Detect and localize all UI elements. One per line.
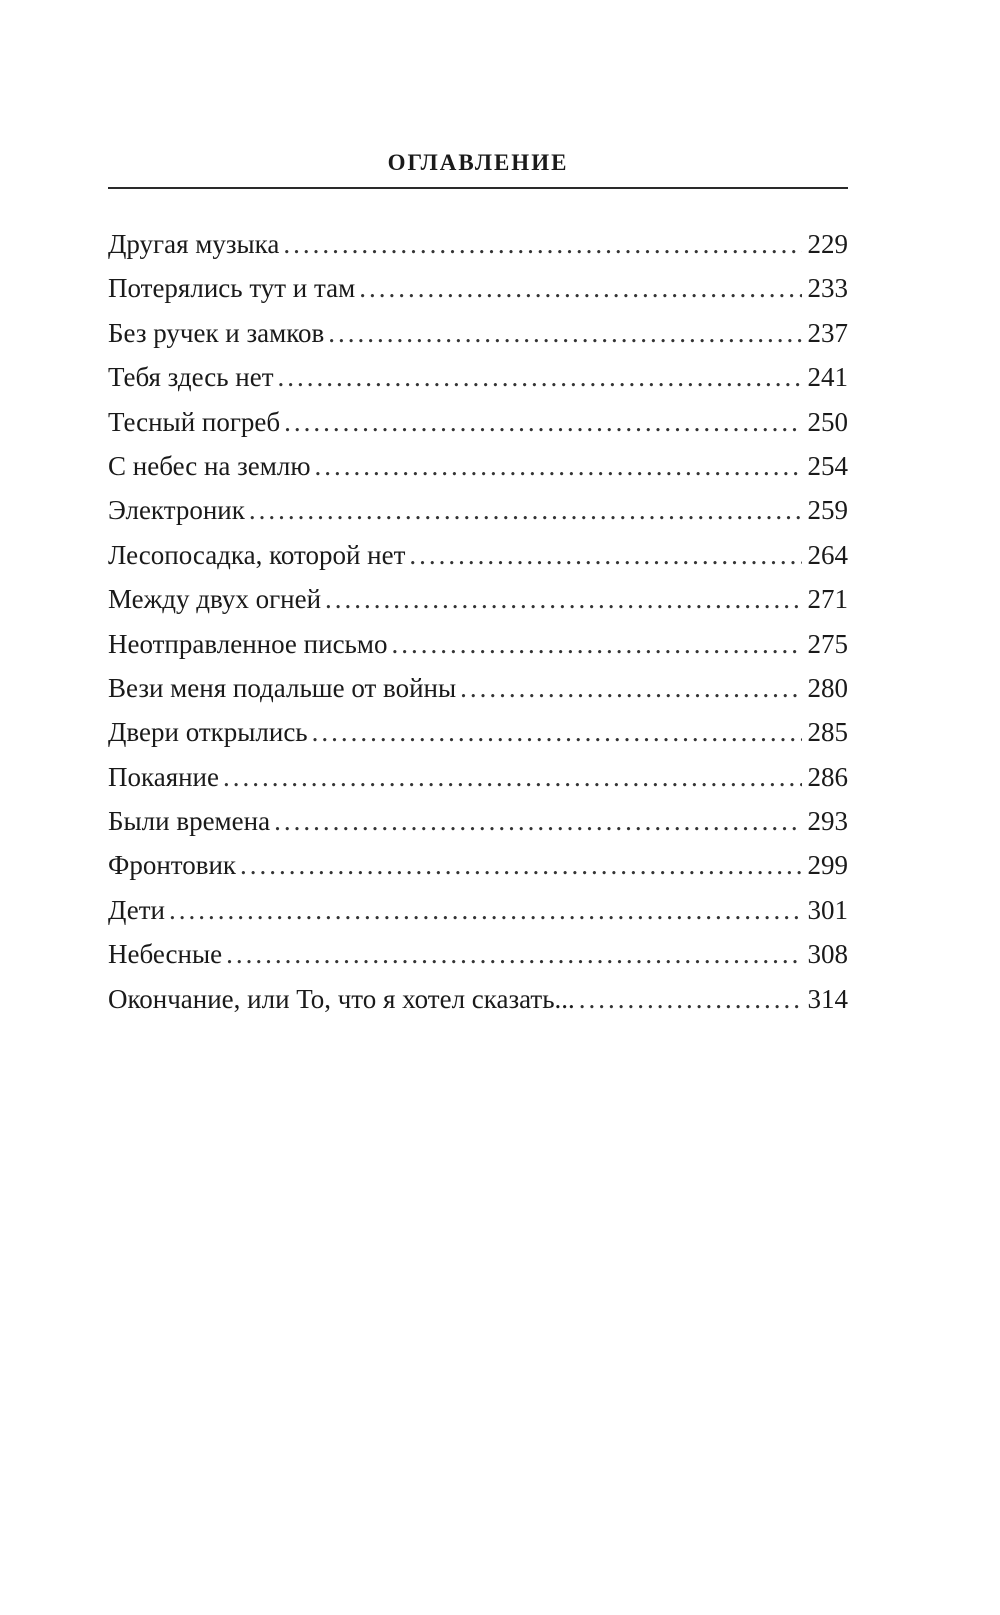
heading-rule: [108, 187, 848, 189]
toc-dot-leader: [460, 666, 801, 710]
toc-entry: [108, 710, 848, 754]
toc-entry: [108, 444, 848, 488]
toc-entry-page: 293: [807, 806, 848, 837]
toc-dot-leader: [240, 843, 801, 887]
toc-entry: [108, 932, 848, 976]
toc-dot-leader: [169, 888, 802, 932]
toc-dot-leader: [312, 710, 802, 754]
toc-entry-title: Лесопосадка, которой нет: [108, 539, 406, 570]
toc-entry-page: 285: [807, 717, 848, 748]
toc-entry-title: Небесные: [108, 939, 223, 970]
toc-entry: [108, 266, 848, 310]
toc-entry: [108, 488, 848, 532]
toc-dot-leader: [325, 577, 801, 621]
toc-entry: [108, 311, 848, 355]
toc-entry-title: Окончание, или То, что я хотел сказать...: [108, 983, 575, 1014]
toc-entry-page: 308: [807, 939, 848, 970]
toc-entry-title: Двери открылись: [108, 717, 308, 748]
toc-entry-page: 314: [807, 983, 848, 1014]
toc-entry: [108, 666, 848, 710]
toc-entry: [108, 799, 848, 843]
toc-dot-leader: [315, 444, 802, 488]
toc-entry: [108, 755, 848, 799]
toc-entry-page: 237: [807, 317, 848, 348]
table-of-contents: [108, 222, 848, 1021]
toc-entry: [108, 888, 848, 932]
toc-entry-title: Между двух огней: [108, 584, 322, 615]
toc-dot-leader: [391, 622, 801, 666]
toc-entry-page: 259: [807, 495, 848, 526]
toc-entry-title: Вези меня подальше от войны: [108, 672, 457, 703]
toc-entry-page: 286: [807, 761, 848, 792]
toc-entry-page: 299: [807, 850, 848, 881]
toc-entry-title: Тебя здесь нет: [108, 362, 274, 393]
toc-dot-leader: [409, 533, 801, 577]
toc-entry-title: Неотправленное письмо: [108, 628, 388, 659]
toc-entry: [108, 977, 848, 1021]
toc-entry-page: 264: [807, 539, 848, 570]
toc-dot-leader: [223, 755, 802, 799]
toc-entry: [108, 577, 848, 621]
toc-entry: [108, 222, 848, 266]
toc-entry-title: Потерялись тут и там: [108, 273, 356, 304]
toc-entry-title: Тесный погреб: [108, 406, 281, 437]
toc-dot-leader: [226, 932, 801, 976]
toc-entry-title: Дети: [108, 894, 165, 925]
toc-entry-title: Фронтовик: [108, 850, 237, 881]
toc-dot-leader: [579, 977, 802, 1021]
toc-dot-leader: [249, 488, 802, 532]
toc-entry: [108, 843, 848, 887]
toc-entry-title: Другая музыка: [108, 229, 280, 259]
toc-dot-leader: [284, 400, 801, 444]
toc-dot-leader: [359, 266, 801, 310]
toc-entry-page: 229: [807, 229, 848, 259]
toc-entry-page: 301: [807, 894, 848, 925]
toc-entry: [108, 622, 848, 666]
toc-entry-page: 250: [807, 406, 848, 437]
toc-entry-page: 233: [807, 273, 848, 304]
toc-entry-title: Были времена: [108, 806, 271, 837]
toc-entry-title: Без ручек и замков: [108, 317, 325, 348]
toc-entry-page: 280: [807, 672, 848, 703]
toc-entry-page: 275: [807, 628, 848, 659]
toc-dot-leader: [274, 799, 801, 843]
toc-dot-leader: [278, 355, 802, 399]
toc-dot-leader: [283, 222, 801, 266]
toc-entry: [108, 355, 848, 399]
toc-entry-page: 254: [807, 450, 848, 481]
toc-entry: [108, 400, 848, 444]
toc-entry-page: 241: [807, 362, 848, 393]
toc-entry-title: Покаяние: [108, 761, 219, 792]
page-title: ОГЛАВЛЕНИЕ: [387, 150, 569, 175]
toc-dot-leader: [328, 311, 801, 355]
toc-entry-page: 271: [807, 584, 848, 615]
toc-entry-title: Электроник: [108, 495, 245, 526]
toc-entry: [108, 533, 848, 577]
toc-entry-title: С небес на землю: [108, 450, 311, 481]
